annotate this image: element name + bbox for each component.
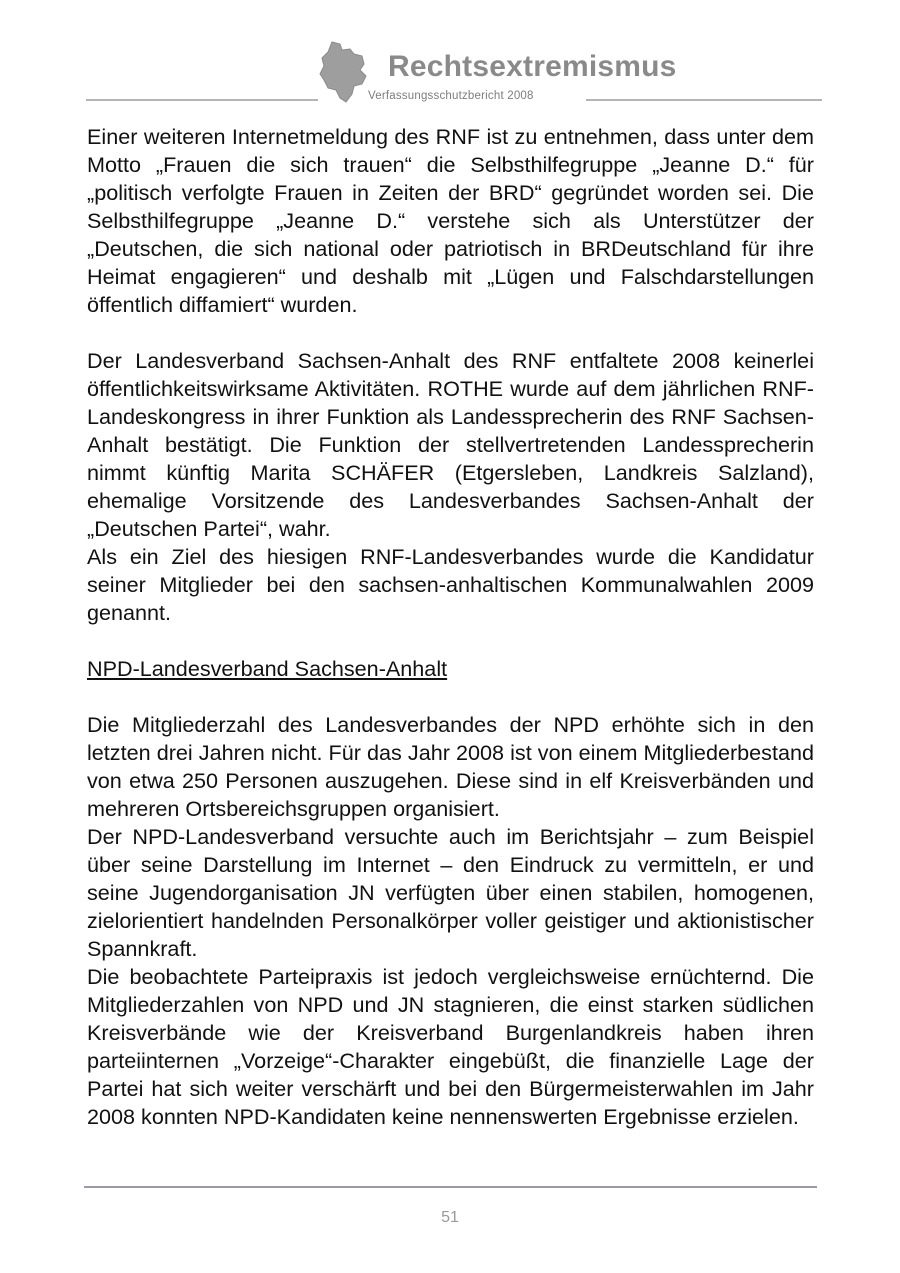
- saxony-anhalt-map-icon: [318, 40, 370, 104]
- page-header: [86, 38, 822, 110]
- paragraph-rnf-ziel: Als ein Ziel des hiesigen RNF-Landesverbandes wurde die Kandidatur seiner Mitglieder bei den sachsen-anhaltischen Kommunalwahlen 2009 genannt.: [87, 544, 814, 625]
- header-title: Rechtsextremismus: [388, 50, 677, 83]
- paragraph-rnf-landesverband: Der Landesverband Sachsen-Anhalt des RNF entfaltete 2008 keinerlei öffentlichkeitswirksame Aktivitäten. ROTHE wurde auf dem jährlichen RNF-Landeskongress in ihrer Funktion als Landessprecherin des RNF Sachsen-Anhalt bestätigt. Die Funktion der stellvertretenden Landessprecherin nimmt künftig Marita SCHÄFER (Etgersleben, Landkreis Salzland), ehemalige Vorsitzende des Landesverbandes Sachsen-Anhalt der „Deutschen Partei“, wahr.: [87, 348, 814, 541]
- header-subtitle: Verfassungsschutzbericht 2008: [368, 90, 534, 102]
- page-number: 51: [441, 1209, 459, 1226]
- header-rule-left: [86, 99, 318, 101]
- section-heading-npd: NPD-Landesverband Sachsen-Anhalt: [87, 656, 448, 681]
- paragraph-jeanne-d: Einer weiteren Internetmeldung des RNF ist zu entnehmen, dass unter dem Motto „Frauen die sich trauen“ die Selbsthilfegruppe „Jeanne D.“ für „politisch verfolgte Frauen in Zeiten der BRD“ gegründet worden sei. Die Selbsthilfegruppe „Jeanne D.“ verstehe sich als Unterstützer der „Deutschen, die sich national oder patriotisch in BRDeutschland für ihre Heimat engagieren“ und deshalb mit „Lügen und Falschdarstellungen öffentlich diffamiert“ wurden.: [87, 124, 814, 317]
- paragraph-npd-mitglieder: Die Mitgliederzahl des Landesverbandes der NPD erhöhte sich in den letzten drei Jahren nicht. Für das Jahr 2008 ist von einem Mitgliederbestand von etwa 250 Personen auszugehen. Diese sind in elf Kreisverbänden und mehreren Ortsbereichsgruppen organisiert.: [87, 712, 814, 821]
- header-rule-right: [586, 99, 822, 101]
- document-body: [87, 123, 814, 1131]
- paragraph-npd-internet: Der NPD-Landesverband versuchte auch im Berichtsjahr – zum Beispiel über seine Darstellung im Internet – den Eindruck zu vermitteln, er und seine Jugendorganisation JN verfügten über einen stabilen, homogenen, zielorientiert handelnden Personalkörper voller geistiger und aktionistischer Spannkraft.: [87, 824, 814, 961]
- footer-rule: [84, 1186, 817, 1188]
- paragraph-npd-parteipraxis: Die beobachtete Parteipraxis ist jedoch vergleichsweise ernüchternd. Die Mitgliederzahlen von NPD und JN stagnieren, die einst starken südlichen Kreisverbände wie der Kreisverband Burgenlandkreis haben ihren parteiinternen „Vorzeige“-Charakter eingebüßt, die finanzielle Lage der Partei hat sich weiter verschärft und bei den Bürgermeisterwahlen im Jahr 2008 konnten NPD-Kandidaten keine nennenswerten Ergebnisse erzielen.: [87, 964, 814, 1129]
